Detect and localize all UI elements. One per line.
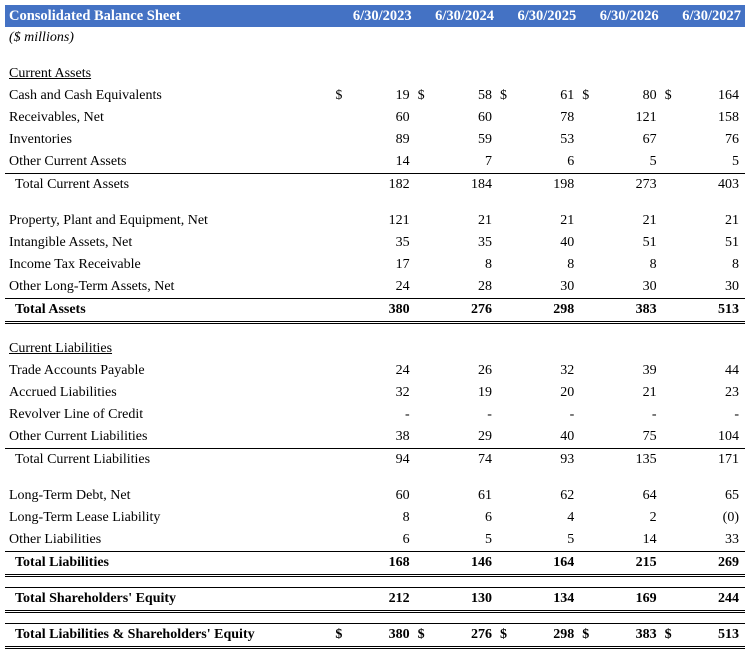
line-item-value: 19 [477,385,492,400]
line-item-value: 30 [642,279,657,294]
line-item-label: Other Current Liabilities [9,429,148,444]
line-item-value: 298 [512,299,580,323]
line-item-label: Property, Plant and Equipment, Net [9,213,208,228]
currency-symbol [580,426,594,449]
spacer-row [5,612,745,624]
line-item-value: 60 [395,488,410,503]
line-item-value: 94 [347,449,415,472]
section-heading-row [5,63,745,85]
line-item-label: Total Liabilities & Shareholders' Equity [5,624,333,648]
line-item-value: 40 [560,429,575,444]
currency-symbol [498,129,512,151]
empty-cell [5,323,745,339]
line-item-value: 30 [725,279,739,294]
line-item-label: Other Long-Term Assets, Net [9,279,175,294]
line-item-value: 380 [347,299,415,323]
line-item-value: - [404,407,410,422]
line-item-value: 104 [718,429,739,444]
line-item-value: 21 [725,213,739,228]
section-heading-row [5,338,745,360]
line-item-row [5,107,745,129]
currency-symbol [580,232,594,254]
currency-symbol: $ [663,624,677,648]
line-item-value: 383 [594,299,662,323]
line-item-value: 21 [477,213,492,228]
currency-symbol [580,552,594,576]
line-item-label: Long-Term Debt, Net [9,488,131,503]
currency-symbol [498,107,512,129]
currency-symbol [416,426,430,449]
empty-cell [5,576,745,588]
spacer-row [5,196,745,210]
currency-symbol: $ [499,88,507,103]
currency-symbol [498,382,512,404]
line-item-value: 168 [347,552,415,576]
currency-symbol [580,507,594,529]
currency-symbol: $ [416,624,430,648]
currency-symbol [333,552,347,576]
line-item-row [5,85,745,107]
line-item-value: 244 [677,588,745,612]
line-item-value: 380 [347,624,415,648]
line-item-value: 35 [477,235,492,250]
currency-symbol [333,129,347,151]
currency-symbol [580,382,594,404]
line-item-value: - [569,407,575,422]
currency-symbol [498,404,512,426]
line-item-label: Cash and Cash Equivalents [9,88,162,103]
total-current-assets-row [5,174,745,197]
line-item-value: 30 [560,279,575,294]
line-item-value: 20 [560,385,575,400]
line-item-value: 212 [347,588,415,612]
line-item-value: 74 [430,449,498,472]
currency-symbol [663,529,677,552]
line-item-value: 38 [395,429,410,444]
currency-symbol [333,174,347,197]
line-item-row [5,210,745,232]
line-item-value: 59 [477,132,492,147]
line-item-value: 51 [725,235,739,250]
currency-symbol [498,449,512,472]
spacer-row [5,576,745,588]
line-item-value: 61 [477,488,492,503]
spacer-row [5,471,745,485]
line-item-value: - [651,407,657,422]
line-item-value: 26 [477,363,492,378]
line-item-value: 60 [395,110,410,125]
line-item-value: 14 [642,532,657,547]
line-item-value: 513 [677,299,745,323]
currency-symbol [580,254,594,276]
currency-symbol [333,529,347,552]
line-item-value: 61 [560,88,575,103]
currency-symbol [580,276,594,299]
section-heading-text: Current Liabilities [9,341,113,356]
total-liabilities-row [5,552,745,576]
line-item-value: 276 [430,624,498,648]
currency-symbol: $ [335,88,343,103]
year-header: 6/30/2027 [663,5,745,27]
currency-symbol [580,404,594,426]
currency-symbol [580,360,594,382]
currency-symbol [333,588,347,612]
currency-symbol [663,276,677,299]
currency-symbol: $ [333,624,347,648]
currency-symbol [663,485,677,507]
line-item-value: 62 [560,488,575,503]
line-item-value: 6 [567,154,575,169]
section-heading-text: Current Assets [9,66,92,81]
currency-symbol [498,588,512,612]
spacer-row [5,49,745,63]
line-item-value: 5 [567,532,575,547]
currency-symbol [416,529,430,552]
currency-symbol [416,449,430,472]
currency-symbol [333,382,347,404]
line-item-value: 21 [560,213,575,228]
balance-sheet-table [5,5,745,649]
line-item-row [5,404,745,426]
year-header: 6/30/2024 [416,5,498,27]
line-item-value: 5 [732,154,739,169]
currency-symbol [580,129,594,151]
line-item-row [5,151,745,174]
currency-symbol [498,151,512,174]
line-item-value: 135 [594,449,662,472]
total-assets-row [5,299,745,323]
line-item-label: Total Shareholders' Equity [5,588,333,612]
line-item-value: 33 [725,532,739,547]
line-item-value: 44 [725,363,739,378]
line-item-value: 298 [512,624,580,648]
line-item-label: Other Current Assets [9,154,127,169]
section-heading [5,338,333,360]
currency-symbol [498,360,512,382]
line-item-value: 24 [395,363,410,378]
currency-symbol [416,360,430,382]
total-equity-row [5,588,745,612]
line-item-value: 121 [635,110,657,125]
line-item-value: 269 [677,552,745,576]
line-item-label: Total Current Liabilities [5,449,333,472]
line-item-value: 32 [560,363,575,378]
currency-symbol: $ [498,624,512,648]
currency-symbol [333,299,347,323]
currency-symbol [663,360,677,382]
line-item-value: 121 [388,213,410,228]
currency-symbol [498,485,512,507]
line-item-label: Total Current Assets [5,174,333,197]
currency-symbol [663,232,677,254]
line-item-value: 64 [642,488,657,503]
line-item-value: 89 [395,132,410,147]
currency-symbol [580,210,594,232]
currency-symbol [416,151,430,174]
line-item-value: 383 [594,624,662,648]
currency-symbol [333,426,347,449]
spacer-row [5,323,745,339]
currency-symbol [663,129,677,151]
currency-symbol [663,588,677,612]
currency-symbol [580,485,594,507]
line-item-value: 35 [395,235,410,250]
empty-cell [333,338,745,360]
line-item-value: 58 [477,88,492,103]
line-item-value: 403 [677,174,745,197]
currency-symbol [416,276,430,299]
currency-symbol [663,449,677,472]
line-item-value: 6 [402,532,410,547]
currency-symbol: $ [664,88,672,103]
line-item-label: Accrued Liabilities [9,385,117,400]
currency-symbol [333,449,347,472]
currency-symbol [663,507,677,529]
line-item-value: 146 [430,552,498,576]
currency-symbol [498,299,512,323]
line-item-value: 2 [649,510,657,525]
currency-symbol [498,210,512,232]
currency-symbol [663,210,677,232]
currency-symbol [416,382,430,404]
line-item-value: 21 [642,385,657,400]
line-item-value: 93 [512,449,580,472]
line-item-row [5,426,745,449]
line-item-value: 67 [642,132,657,147]
line-item-value: 23 [725,385,739,400]
currency-symbol [333,254,347,276]
currency-symbol [580,107,594,129]
line-item-value: 19 [395,88,410,103]
line-item-value: 75 [642,429,657,444]
currency-symbol [333,507,347,529]
line-item-value: 8 [484,257,492,272]
line-item-label: Long-Term Lease Liability [9,510,161,525]
currency-symbol [663,299,677,323]
currency-symbol [498,552,512,576]
line-item-row [5,507,745,529]
line-item-label: Income Tax Receivable [9,257,141,272]
line-item-value: 8 [649,257,657,272]
line-item-value: 171 [677,449,745,472]
line-item-label: Total Liabilities [5,552,333,576]
currency-symbol [663,151,677,174]
line-item-row [5,382,745,404]
currency-symbol [333,485,347,507]
line-item-label: Receivables, Net [9,110,104,125]
line-item-value: 134 [512,588,580,612]
line-item-label: Intangible Assets, Net [9,235,133,250]
currency-symbol [416,588,430,612]
line-item-value: 39 [642,363,657,378]
line-item-value: 182 [347,174,415,197]
currency-symbol [580,174,594,197]
line-item-row [5,485,745,507]
currency-symbol [333,107,347,129]
currency-symbol [580,299,594,323]
line-item-value: 8 [732,257,739,272]
empty-cell [5,196,745,210]
currency-symbol [333,210,347,232]
currency-symbol [498,529,512,552]
line-item-value: 158 [718,110,739,125]
line-item-value: 164 [512,552,580,576]
line-item-label: Revolver Line of Credit [9,407,144,422]
line-item-label: Inventories [9,132,72,147]
currency-symbol [416,299,430,323]
line-item-value: 8 [567,257,575,272]
year-header: 6/30/2023 [333,5,415,27]
header-row [5,5,745,27]
line-item-value: 80 [642,88,657,103]
line-item-value: 40 [560,235,575,250]
section-heading [5,63,333,85]
currency-symbol [498,254,512,276]
line-item-label: Other Liabilities [9,532,102,547]
currency-symbol [580,529,594,552]
currency-symbol [416,404,430,426]
line-item-value: 78 [560,110,575,125]
currency-symbol [416,174,430,197]
line-item-value: 198 [512,174,580,197]
currency-symbol [333,404,347,426]
total-current-liabilities-row [5,449,745,472]
line-item-value: 21 [642,213,657,228]
line-item-value: 65 [725,488,739,503]
line-item-value: 4 [567,510,575,525]
line-item-label: Total Assets [5,299,333,323]
currency-symbol [333,360,347,382]
line-item-value: 32 [395,385,410,400]
currency-symbol [498,276,512,299]
line-item-row [5,129,745,151]
currency-symbol [663,382,677,404]
currency-symbol [416,552,430,576]
year-header: 6/30/2025 [498,5,580,27]
currency-symbol [333,151,347,174]
line-item-row [5,360,745,382]
empty-cell [333,27,745,49]
currency-symbol [416,107,430,129]
currency-symbol [498,507,512,529]
line-item-value: 164 [718,88,739,103]
currency-symbol [416,232,430,254]
currency-symbol [580,151,594,174]
empty-cell [5,612,745,624]
currency-symbol [663,404,677,426]
line-item-value: 6 [484,510,492,525]
sheet-title: Consolidated Balance Sheet [5,5,333,27]
currency-symbol [663,107,677,129]
line-item-value: 513 [677,624,745,648]
line-item-value: 5 [649,154,657,169]
currency-symbol [498,232,512,254]
line-item-row [5,232,745,254]
empty-cell [5,49,745,63]
line-item-label: Trade Accounts Payable [9,363,145,378]
currency-symbol: $ [417,88,425,103]
currency-symbol [416,254,430,276]
line-item-value: 8 [402,510,410,525]
line-item-value: 28 [477,279,492,294]
line-item-value: 215 [594,552,662,576]
line-item-value: 76 [725,132,739,147]
line-item-value: 184 [430,174,498,197]
currency-symbol [416,485,430,507]
line-item-value: 17 [395,257,410,272]
currency-symbol [663,174,677,197]
currency-symbol [663,552,677,576]
line-item-value: 14 [395,154,410,169]
line-item-value: 273 [594,174,662,197]
currency-symbol [498,426,512,449]
currency-symbol [663,426,677,449]
line-item-row [5,276,745,299]
empty-cell [5,471,745,485]
line-item-row [5,529,745,552]
units-row [5,27,745,49]
year-header: 6/30/2026 [580,5,662,27]
currency-symbol [498,174,512,197]
currency-symbol [663,254,677,276]
currency-symbol [333,232,347,254]
line-item-value: 276 [430,299,498,323]
line-item-value: 24 [395,279,410,294]
line-item-row [5,254,745,276]
line-item-value: (0) [722,510,739,525]
line-item-value: - [734,407,739,422]
line-item-value: 130 [430,588,498,612]
currency-symbol [416,129,430,151]
line-item-value: 51 [642,235,657,250]
currency-symbol [580,588,594,612]
line-item-value: 7 [484,154,492,169]
line-item-value: 5 [484,532,492,547]
currency-symbol: $ [580,624,594,648]
currency-symbol: $ [582,88,590,103]
line-item-value: 60 [477,110,492,125]
line-item-value: 29 [477,429,492,444]
line-item-value: - [487,407,492,422]
balance-sheet [5,5,745,649]
empty-cell [333,63,745,85]
currency-symbol [580,449,594,472]
line-item-value: 169 [594,588,662,612]
currency-symbol [416,507,430,529]
line-item-value: 53 [560,132,575,147]
currency-symbol [333,276,347,299]
units-label: ($ millions) [9,30,74,45]
currency-symbol [416,210,430,232]
